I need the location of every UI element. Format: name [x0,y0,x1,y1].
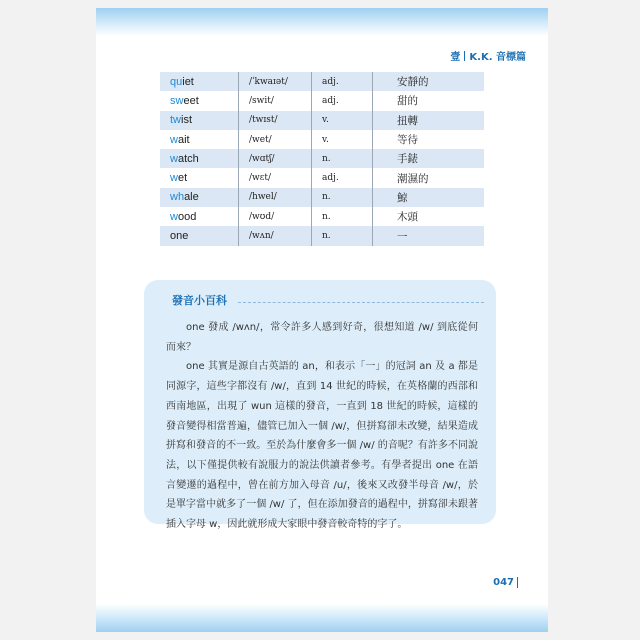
vocab-row [160,111,484,130]
highlighted-letters: sw [170,94,184,107]
page-number [493,577,518,588]
note-title-rule [238,302,484,303]
note-body [166,318,478,535]
highlighted-letters: wh [170,191,185,204]
vocab-word [160,226,239,245]
vocab-word [160,72,239,91]
vocab-phonetic: /hwel/ [239,188,312,207]
vocab-row [160,188,484,207]
vocab-part-of-speech: v. [312,130,373,149]
vocab-part-of-speech: n. [312,149,373,168]
word-rest: et [177,172,188,185]
vocab-word [160,168,239,187]
vocab-word [160,149,239,168]
vocab-meaning: 甜的 [373,91,485,110]
page-number-text: 047 [493,577,514,588]
vocab-phonetic: /swit/ [239,91,312,110]
vocab-meaning: 潮濕的 [373,168,485,187]
highlighted-letters: w [170,210,178,223]
vocab-phonetic: /wʌn/ [239,226,312,245]
word-rest: ist [181,114,192,127]
vocab-word [160,91,239,110]
vocab-part-of-speech: adj. [312,91,373,110]
vocab-phonetic: /wʊd/ [239,207,312,226]
vocab-phonetic: /wet/ [239,130,312,149]
note-title: 發音小百科 [172,294,227,307]
vocab-row [160,91,484,110]
highlighted-letters: w [170,172,178,185]
bottom-decorative-band [96,604,548,632]
note-paragraph-2: one 其實是源自古英語的 an，和表示「一」的冠詞 an 及 a 都是同源字，這些字都沒有 /w/，直到 14 世紀的時候，在英格蘭的西部和西南地區，出現了 wun 這樣的發音，一直到 18 世紀的時候，這樣的發音變得相當普遍，儘管已加入一個 /w/，但拼寫卻未改變，結果造成拼寫和發音的不一致。至於為什麼會多一個 /w/ 的音呢？有許多不同說法，以下僅提供較有說服力的說法供讀者參考。有學者提出 one 在語言變遷的過程中，曾在前方加入母音 /u/，後來又改發半母音 /w/，於是單字當中就多了一個 /w/ 了，但在添加發音的過程中，拼寫卻未跟著插入字母 w，因此就形成大家眼中發音較奇特的字了。 [166,361,478,531]
top-decorative-band [96,8,548,36]
vocab-meaning: 安靜的 [373,72,485,91]
vocab-row [160,72,484,91]
vocab-part-of-speech: adj. [312,72,373,91]
vocab-row [160,130,484,149]
chapter-title: K.K. 音標篇 [469,52,526,63]
vocab-part-of-speech: adj. [312,168,373,187]
highlighted-letters: w [170,133,178,146]
page-number-divider [517,577,518,588]
chapter-header [450,48,526,63]
vocab-word [160,207,239,226]
header-divider [464,51,465,61]
vocab-meaning: 等待 [373,130,485,149]
chapter-number: 壹 [450,52,461,63]
vocab-meaning: 扭轉 [373,111,485,130]
vocabulary-table [160,72,484,246]
highlighted-letters: tw [170,114,181,127]
vocab-phonetic: /wɛt/ [239,168,312,187]
highlighted-letters: w [170,152,178,165]
note-paragraph-1: one 發成 /wʌn/，常令許多人感到好奇，很想知道 /w/ 到底從何而來？ [166,322,478,353]
vocab-meaning: 木頭 [373,207,485,226]
word-rest: iet [182,75,194,88]
highlighted-letters: qu [170,75,183,88]
vocab-meaning: 一 [373,226,485,245]
word-rest: ait [177,133,190,146]
vocab-phonetic: /ˈkwaɪət/ [239,72,312,91]
vocab-part-of-speech: v. [312,111,373,130]
word-rest: eet [183,94,199,107]
pronunciation-note-box [144,280,496,531]
vocab-phonetic: /wɑtʃ/ [239,149,312,168]
word-rest: ale [184,191,199,204]
word-rest: ood [177,210,197,223]
vocab-meaning: 手錶 [373,149,485,168]
vocab-word [160,111,239,130]
vocab-part-of-speech: n. [312,188,373,207]
book-page [96,8,548,632]
word-rest: atch [177,152,199,165]
vocab-row [160,226,484,245]
vocab-word [160,130,239,149]
vocab-row [160,207,484,226]
vocab-row [160,149,484,168]
word-rest: one [170,230,189,243]
vocab-word [160,188,239,207]
vocab-row [160,168,484,187]
vocab-part-of-speech: n. [312,207,373,226]
vocab-meaning: 鯨 [373,188,485,207]
vocab-phonetic: /twɪst/ [239,111,312,130]
vocab-part-of-speech: n. [312,226,373,245]
